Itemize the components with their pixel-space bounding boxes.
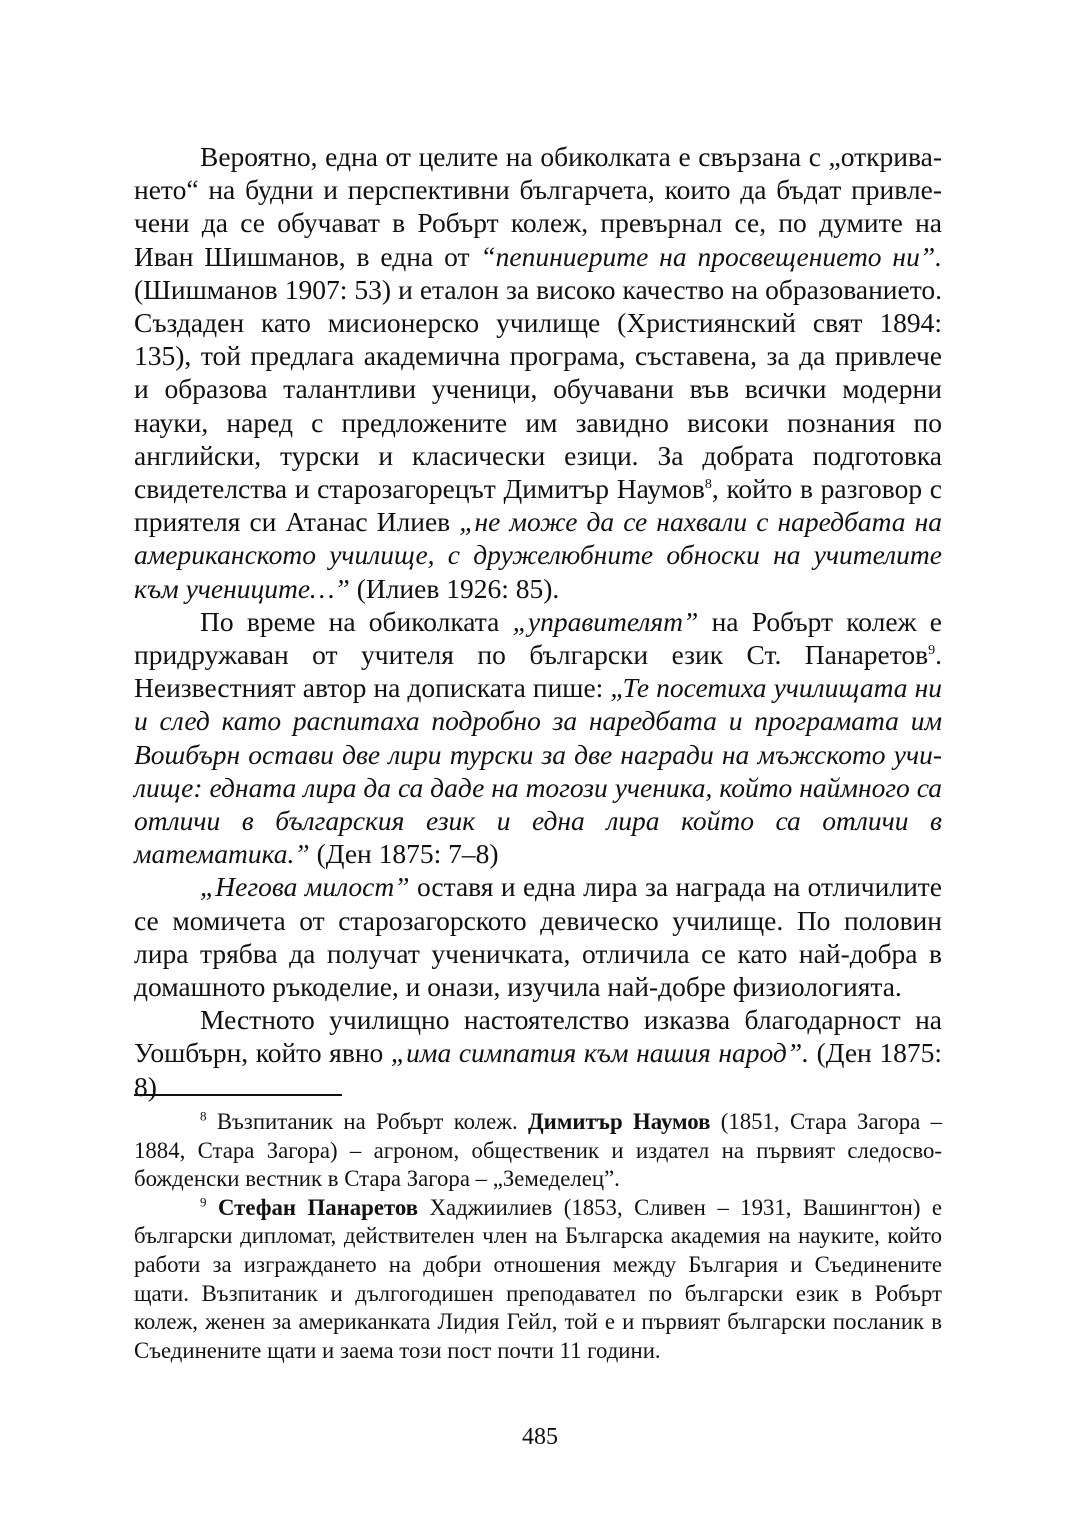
text-run: . Неизвестният автор на дописката пише: xyxy=(134,639,942,704)
footnote-9 xyxy=(134,1194,942,1366)
text-run: на Робърт колеж е придружаван от учителя по български език Ст. Панаретов xyxy=(134,605,942,671)
text-run: (1851, Стара Загора – 1884, Стара Загора) – агроном, общественик и издател на първият следосвобожденски вестник в Стара Загора – „Земеделец”. xyxy=(134,1109,942,1192)
text-run: оставя и една лира за награда на отличилите се момичета от старозагорското девическо училище. По половин лира трябва да получат ученичката, отличила се като най-добра в домашното ръкоделие, и онази, изучила най-добре физиологията. xyxy=(134,871,943,1003)
text-run: Хаджиилиев (1853, Сливен – 1931, Вашингтон) е български дипломат, действителен член на Българска академия на науките, който работи за изграждането на добри отношения между България и Съединените щати. Възпитаник и дългогодишен преподавател по български език в Робърт колеж, женен за американката Лидия Гейл, той е и първият български посланик в Съединените щати и заема този пост почти 11 години. xyxy=(134,1194,943,1363)
paragraph-4 xyxy=(134,1003,942,1103)
footnote-marker: 8 xyxy=(704,476,712,492)
italic-quote: „не може да се нахвали с наредбата на американското училище, с дружелюбните обноски на учителите към учениците…” xyxy=(134,506,942,604)
text-run: По време на обиколката xyxy=(200,605,513,637)
text-run: Възпитаник на Робърт колеж. xyxy=(206,1109,528,1134)
page-body xyxy=(134,140,942,1103)
footnote-marker: 8 xyxy=(200,1108,207,1124)
paragraph-3 xyxy=(134,870,942,1003)
italic-quote: „Негова милост” xyxy=(200,871,410,903)
text-run: (Шишманов 1907: 53) и еталон за високо качество на образованието. Създаден като мисионерско училище (Християнский свят 1894: 135), той предлага академична програма, съставена, за да привлече и образова талантливи ученици, обучавани във всички модерни науки, наред с предложените им завидно високи познания по английски, турски и класически езици. За добрата подготовка свидетелства и старозагорецът Димитър Наумов xyxy=(134,273,942,505)
text-run: Вероятно, една от целите на обиколката е свързана с „откриването“ на будни и перспективни българчета, които да бъдат привлечени да се обучават в Робърт колеж, превърнал се, по думите на Иван Шишманов, в една от xyxy=(134,141,942,272)
bold-name: Димитър Наумов xyxy=(528,1109,711,1134)
italic-quote: „Те посетиха училищата ни и след като распитаха подробно за наредбата и програмата им Вошбърн остави две лири турски за две награди на мъжското училище: едната лира да са даде на тогози ученика, който наймного са отличи в българския език и една лира който са отличи в математика.” xyxy=(134,672,942,870)
bold-name: Стефан Панаретов xyxy=(217,1194,419,1220)
text-run: , който в разговор с приятеля си Атанас Илиев xyxy=(134,473,942,538)
italic-quote: “пепиниерите на просвещението ни”. xyxy=(480,240,942,272)
paragraph-1 xyxy=(134,140,942,605)
text-run: (Ден 1875: 7–8) xyxy=(309,838,499,870)
text-run xyxy=(207,1195,218,1220)
main-text xyxy=(134,140,942,1103)
italic-quote: „управителят” xyxy=(512,605,699,637)
italic-quote: „има симпатия към нашия народ”. xyxy=(390,1037,809,1069)
paragraph-2 xyxy=(134,605,942,871)
footnote-marker: 9 xyxy=(200,1194,207,1210)
text-run: Местното училищно настоятелство изказва благодарност на Уошбърн, който явно xyxy=(134,1004,942,1069)
text-run: (Илиев 1926: 85). xyxy=(349,572,560,604)
footnote-8 xyxy=(134,1108,942,1194)
footnotes xyxy=(134,1108,942,1365)
footnote-marker: 9 xyxy=(928,642,936,658)
footnote-divider xyxy=(134,1094,342,1096)
text-run: (Ден 1875: 8) xyxy=(134,1037,942,1102)
page-number: 485 xyxy=(522,1424,558,1450)
